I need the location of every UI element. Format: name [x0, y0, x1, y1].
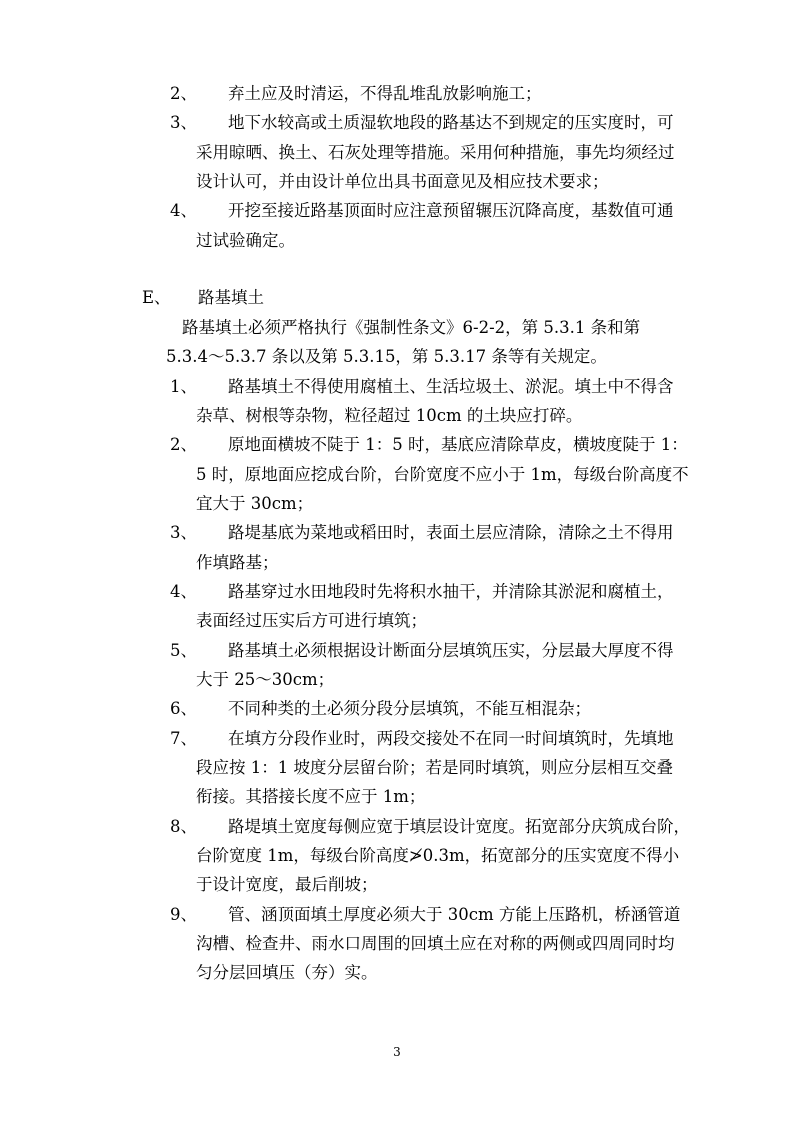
item-text: 作填路基； — [196, 553, 279, 572]
item-text: 宜大于 30cm； — [196, 494, 314, 513]
item-number: 1、 — [170, 377, 197, 396]
item-text: 路堤填土宽度每侧应宽于填层设计宽度。拓宽部分庆筑成台阶， — [228, 817, 690, 836]
item-text: 衔接。其搭接长度不应于 1m； — [196, 787, 426, 806]
item-text: 开挖至接近路基顶面时应注意预留辗压沉降高度，基数值可通 — [228, 201, 674, 220]
item-text: 匀分层回填压（夯）实。 — [196, 963, 378, 982]
section-letter: E、 — [142, 288, 171, 307]
section-title: 路基填土 — [198, 288, 264, 307]
item-number: 6、 — [170, 699, 197, 718]
item-text: 杂草、树根等杂物，粒径超过 10cm 的土块应打碎。 — [196, 406, 583, 425]
item-text: 5 时，原地面应挖成台阶，台阶宽度不应小于 1m，每级台阶高度不 — [196, 465, 689, 484]
item-number: 4、 — [170, 201, 197, 220]
item-text: 过试验确定。 — [196, 231, 295, 250]
item-text: 沟槽、检查井、雨水口周围的回填土应在对称的两侧或四周同时均 — [196, 934, 675, 953]
item-text: 地下水较高或土质湿软地段的路基达不到规定的压实度时，可 — [228, 113, 674, 132]
page-number: 3 — [393, 1045, 401, 1059]
item-number: 9、 — [170, 905, 197, 924]
item-number: 8、 — [170, 817, 197, 836]
item-text: 段应按 1：1 坡度分层留台阶；若是同时填筑，则应分层相互交叠 — [196, 758, 673, 777]
item-text: 采用晾晒、换土、石灰处理等措施。采用何种措施，事先均须经过 — [196, 143, 675, 162]
item-number: 3、 — [170, 113, 197, 132]
item-text: 原地面横坡不陡于 1：5 时，基底应清除草皮，横坡度陡于 1： — [228, 435, 688, 454]
item-text: 路基填土不得使用腐植土、生活垃圾土、淤泥。填土中不得含 — [228, 377, 674, 396]
item-text: 路基穿过水田地段时先将积水抽干，并清除其淤泥和腐植土， — [228, 582, 674, 601]
item-text: 在填方分段作业时，两段交接处不在同一时间填筑时，先填地 — [228, 729, 674, 748]
item-number: 7、 — [170, 729, 197, 748]
item-number: 3、 — [170, 523, 197, 542]
section-intro: 路基填土必须严格执行《强制性条文》6-2-2，第 5.3.1 条和第 — [182, 318, 641, 337]
item-number: 4、 — [170, 582, 197, 601]
item-text: 设计认可，并由设计单位出具书面意见及相应技术要求； — [196, 172, 609, 191]
item-number: 5、 — [170, 641, 197, 660]
item-number: 2、 — [170, 84, 197, 103]
item-text: 表面经过压实后方可进行填筑； — [196, 611, 427, 630]
item-text: 路堤基底为菜地或稻田时，表面土层应清除，清除之土不得用 — [228, 523, 674, 542]
item-text: 不同种类的土必须分段分层填筑，不能互相混杂； — [228, 699, 591, 718]
item-text: 路基填土必须根据设计断面分层填筑压实，分层最大厚度不得 — [228, 641, 674, 660]
item-text: 于设计宽度，最后削坡； — [196, 875, 378, 894]
section-intro: 5.3.4～5.3.7 条以及第 5.3.15，第 5.3.17 条等有关规定。 — [166, 347, 607, 366]
item-text: 管、涵顶面填土厚度必须大于 30cm 方能上压路机，桥涵管道 — [228, 905, 681, 924]
item-text: 台阶宽度 1m，每级台阶高度≯0.3m，拓宽部分的压实宽度不得小 — [196, 846, 680, 865]
item-text: 大于 25～30cm； — [196, 670, 335, 689]
item-number: 2、 — [170, 435, 197, 454]
item-text: 弃土应及时清运，不得乱堆乱放影响施工； — [228, 84, 542, 103]
